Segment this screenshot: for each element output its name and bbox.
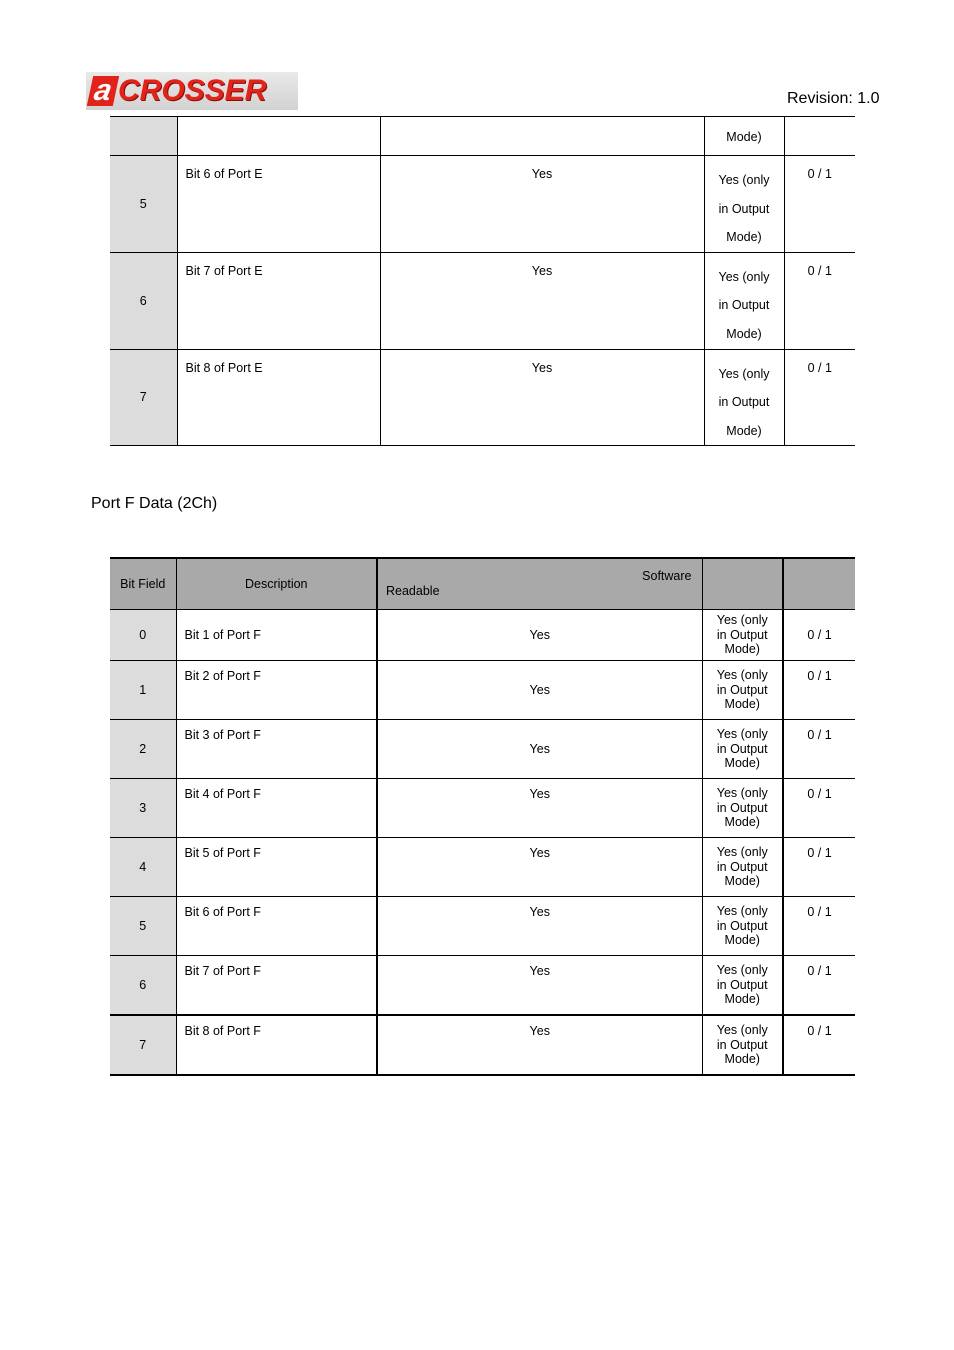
readable-cell: Yes [377, 661, 702, 720]
description-cell: Bit 1 of Port F [176, 610, 377, 661]
table-row [110, 1015, 855, 1075]
description-cell: Bit 2 of Port F [176, 661, 377, 720]
bit-field-cell: 3 [110, 779, 176, 838]
value-cell: 0 / 1 [784, 252, 855, 349]
bit-field-cell: 5 [110, 156, 177, 253]
table-row [110, 252, 855, 349]
value-cell: 0 / 1 [784, 156, 855, 253]
table-row [110, 349, 855, 446]
readable-cell: Yes [377, 838, 702, 897]
bit-field-cell: 6 [110, 252, 177, 349]
value-cell: 0 / 1 [783, 838, 855, 897]
readable-cell: Yes [377, 610, 702, 661]
value-cell: 0 / 1 [783, 1015, 855, 1075]
header-description: Description [176, 558, 377, 610]
readable-cell [380, 117, 704, 156]
value-cell: 0 / 1 [783, 897, 855, 956]
bit-field-cell: 6 [110, 956, 176, 1016]
writable-cell: Yes (only in Output Mode) [702, 661, 783, 720]
port-e-table-continued [110, 116, 855, 446]
value-cell: 0 / 1 [784, 349, 855, 446]
bit-field-cell: 7 [110, 349, 177, 446]
writable-cell: Yes (only in Output Mode) [702, 610, 783, 661]
value-cell: 0 / 1 [783, 661, 855, 720]
header-value [783, 558, 855, 610]
section-title: Port F Data (2Ch) [91, 495, 218, 512]
description-cell: Bit 7 of Port E [177, 252, 380, 349]
description-cell: Bit 8 of Port F [176, 1015, 377, 1075]
bit-field-cell: 5 [110, 897, 176, 956]
bit-field-cell: 4 [110, 838, 176, 897]
header-readable: Readable [386, 584, 440, 598]
writable-cell: Yes (only in Output Mode) [704, 252, 784, 349]
writable-cell: Mode) [704, 117, 784, 156]
readable-cell: Yes [377, 720, 702, 779]
table-row [110, 779, 855, 838]
header-software-readable [377, 558, 702, 610]
writable-cell: Yes (only in Output Mode) [702, 897, 783, 956]
bit-field-cell: 7 [110, 1015, 176, 1075]
readable-cell: Yes [380, 252, 704, 349]
description-cell: Bit 4 of Port F [176, 779, 377, 838]
readable-cell: Yes [380, 156, 704, 253]
writable-cell: Yes (only in Output Mode) [704, 156, 784, 253]
revision-label: Revision: 1.0 [787, 90, 880, 107]
readable-cell: Yes [380, 349, 704, 446]
writable-cell: Yes (only in Output Mode) [702, 956, 783, 1016]
description-cell: Bit 5 of Port F [176, 838, 377, 897]
readable-cell: Yes [377, 897, 702, 956]
port-f-table [110, 557, 855, 1076]
bit-field-cell [110, 117, 177, 156]
table-row [110, 838, 855, 897]
table-row [110, 956, 855, 1016]
writable-cell: Yes (only in Output Mode) [704, 349, 784, 446]
logo-letter: a [87, 76, 119, 106]
writable-cell: Yes (only in Output Mode) [702, 779, 783, 838]
value-cell: 0 / 1 [783, 720, 855, 779]
readable-cell: Yes [377, 779, 702, 838]
bit-field-cell: 1 [110, 661, 176, 720]
readable-cell: Yes [377, 1015, 702, 1075]
bit-field-cell: 2 [110, 720, 176, 779]
description-cell [177, 117, 380, 156]
value-cell: 0 / 1 [783, 956, 855, 1016]
description-cell: Bit 8 of Port E [177, 349, 380, 446]
table-header-row [110, 558, 855, 610]
bit-field-cell: 0 [110, 610, 176, 661]
table-row [110, 156, 855, 253]
description-cell: Bit 6 of Port E [177, 156, 380, 253]
description-cell: Bit 7 of Port F [176, 956, 377, 1016]
value-cell [784, 117, 855, 156]
table-row [110, 117, 855, 156]
writable-cell: Yes (only in Output Mode) [702, 1015, 783, 1075]
header-bit-field: Bit Field [110, 558, 176, 610]
header-writable [702, 558, 783, 610]
logo-text: CROSSER [118, 74, 267, 107]
readable-cell: Yes [377, 956, 702, 1016]
header-software: Software [642, 569, 692, 583]
table-row [110, 897, 855, 956]
writable-cell: Yes (only in Output Mode) [702, 838, 783, 897]
acrosser-logo [86, 72, 298, 110]
table-row [110, 610, 855, 661]
description-cell: Bit 3 of Port F [176, 720, 377, 779]
writable-cell: Yes (only in Output Mode) [702, 720, 783, 779]
value-cell: 0 / 1 [783, 779, 855, 838]
table-row [110, 720, 855, 779]
table-row [110, 661, 855, 720]
description-cell: Bit 6 of Port F [176, 897, 377, 956]
value-cell: 0 / 1 [783, 610, 855, 661]
